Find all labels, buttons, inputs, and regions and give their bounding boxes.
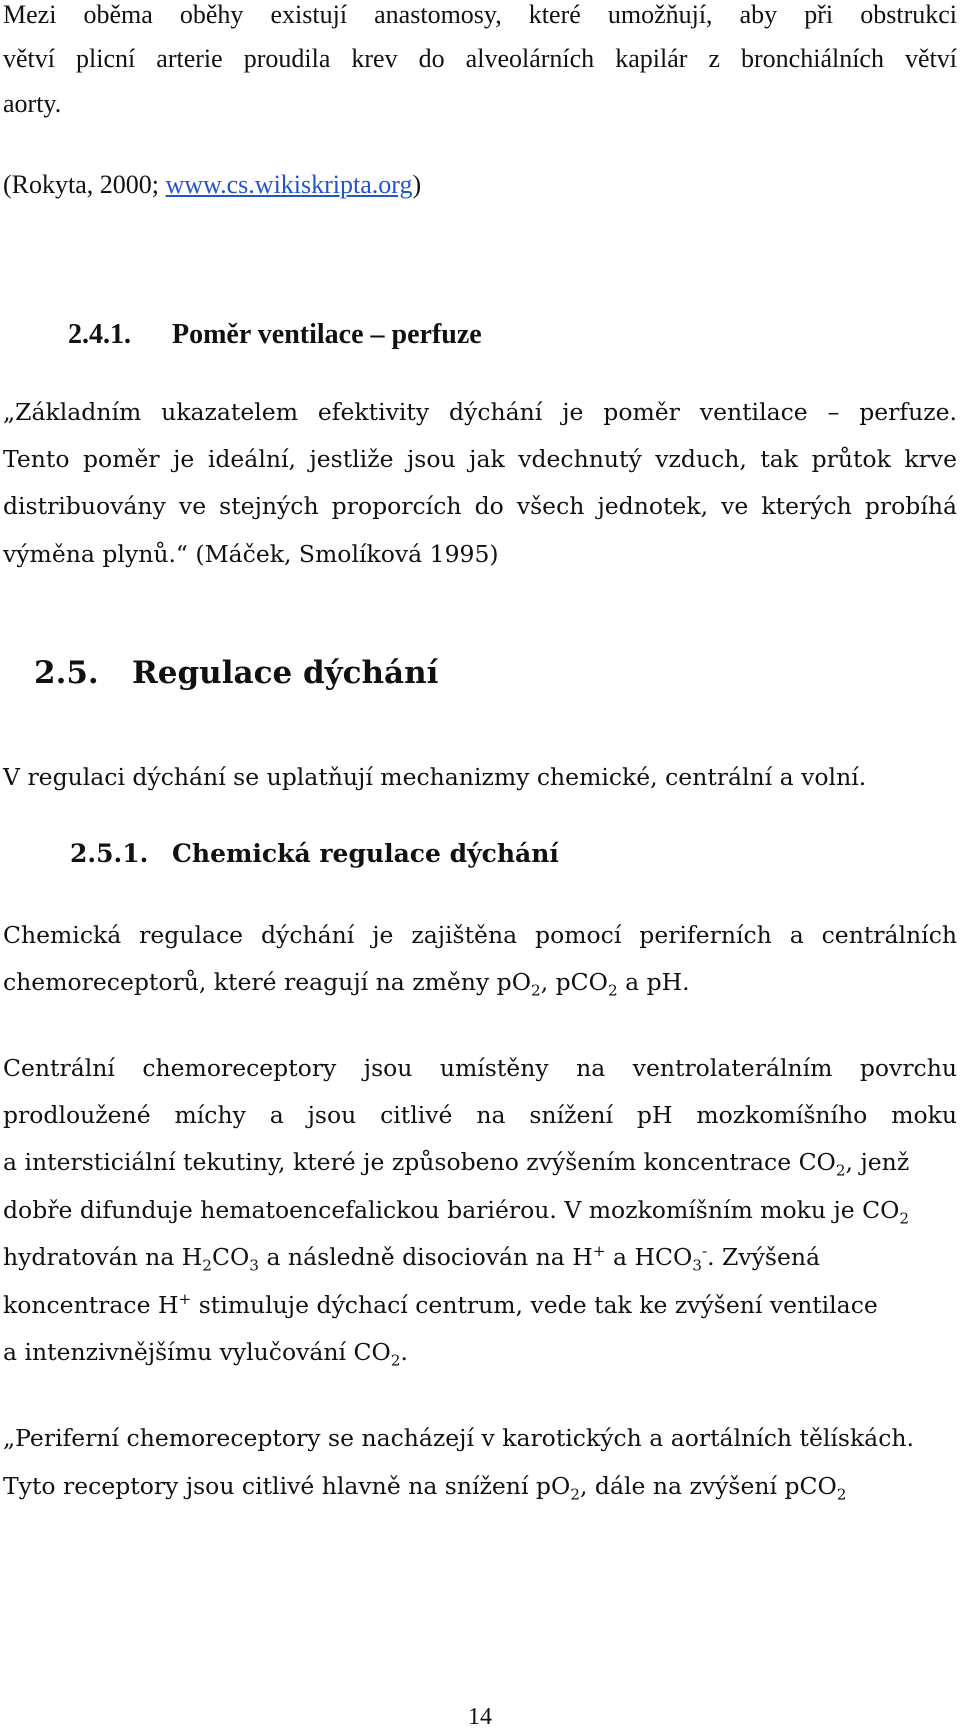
subscript: 2 — [202, 1256, 213, 1275]
superscript: - — [701, 1242, 708, 1261]
paragraph-line — [3, 1196, 957, 1228]
subscript: 2 — [390, 1351, 401, 1370]
paragraph-line: „Základním ukazatelem efektivity dýchání je poměr ventilace – perfuze. — [3, 398, 957, 426]
superscript: + — [178, 1290, 192, 1309]
paragraph-line — [3, 1338, 957, 1370]
section-heading: Poměr ventilace – perfuze — [172, 319, 482, 350]
paragraph-line: Chemická regulace dýchání je zajištěna pomocí periferních a centrálních — [3, 921, 957, 949]
paragraph-line — [3, 1472, 957, 1504]
subscript: 2 — [530, 981, 541, 1000]
citation — [3, 170, 957, 200]
paragraph-line — [3, 1148, 957, 1180]
text-run: a pH. — [617, 968, 690, 996]
subscript: 2 — [899, 1209, 910, 1228]
text-run: koncentrace H — [3, 1291, 179, 1319]
text-run: a intersticiální tekutiny, které je způsobeno zvýšením koncentrace CO — [3, 1148, 836, 1176]
paragraph-line: výměna plynů.“ (Máček, Smolíková 1995) — [3, 540, 499, 568]
paragraph-line: Mezi oběma oběhy existují anastomosy, které umožňují, aby při obstrukci — [3, 0, 957, 29]
section-number: 2.5. — [34, 655, 99, 691]
paragraph-line — [3, 1242, 957, 1275]
subscript: 2 — [607, 981, 618, 1000]
text-run: a následně disociován na H — [258, 1243, 593, 1271]
paragraph-line: Centrální chemoreceptory jsou umístěny na ventrolaterálním povrchu — [3, 1054, 957, 1082]
text-run: . — [400, 1338, 408, 1366]
page-number: 14 — [468, 1704, 492, 1730]
text-run: , pCO — [540, 968, 608, 996]
text-run: dobře difunduje hematoencefalickou bariérou. V mozkomíšním moku je CO — [3, 1196, 900, 1224]
paragraph-line: aorty. — [3, 89, 62, 118]
subscript: 2 — [836, 1485, 847, 1504]
citation-open: (Rokyta, 2000; — [3, 170, 166, 199]
paragraph-line: prodloužené míchy a jsou citlivé na snížení pH mozkomíšního moku — [3, 1101, 957, 1129]
text-run: , jenž — [845, 1148, 910, 1176]
wikiskripta-link[interactable]: www.cs.wikiskripta.org — [165, 170, 413, 199]
paragraph-line: větví plicní arterie proudila krev do alveolárních kapilár z bronchiálních větví — [3, 44, 957, 73]
text-run: . Zvýšená — [707, 1243, 821, 1271]
section-heading: Chemická regulace dýchání — [172, 839, 559, 868]
paragraph-line: „Periferní chemoreceptory se nacházejí v karotických a aortálních tělískách. — [3, 1424, 914, 1452]
section-heading: Regulace dýchání — [132, 655, 439, 691]
text-run: stimuluje dýchací centrum, vede tak ke zvýšení ventilace — [191, 1291, 878, 1319]
subscript: 3 — [249, 1256, 259, 1275]
text-run: Tyto receptory jsou citlivé hlavně na snížení pO — [3, 1472, 571, 1500]
text-run: hydratován na H — [3, 1243, 203, 1271]
text-run: a HCO — [605, 1243, 693, 1271]
superscript: + — [592, 1242, 606, 1261]
paragraph-line: distribuovány ve stejných proporcích do všech jednotek, ve kterých probíhá — [3, 492, 957, 520]
section-number: 2.5.1. — [70, 839, 149, 868]
section-number: 2.4.1. — [68, 319, 131, 350]
subscript: 2 — [835, 1161, 846, 1180]
text-run: a intenzivnějšímu vylučování CO — [3, 1338, 391, 1366]
text-run: CO — [212, 1243, 250, 1271]
paragraph-line: V regulaci dýchání se uplatňují mechanizmy chemické, centrální a volní. — [3, 763, 867, 791]
subscript: 2 — [570, 1485, 580, 1504]
paragraph-line — [3, 968, 957, 1000]
text-run: chemoreceptorů, které reagují na změny pO — [3, 968, 531, 996]
text-run — [3, 1148, 910, 1180]
text-run: , dále na zvýšení pCO — [579, 1472, 837, 1500]
paragraph-line — [3, 1291, 957, 1319]
subscript: 3 — [692, 1256, 702, 1275]
paragraph-line: Tento poměr je ideální, jestliže jsou jak vdechnutý vzduch, tak průtok krve — [3, 445, 957, 473]
citation-close: ) — [412, 170, 422, 199]
